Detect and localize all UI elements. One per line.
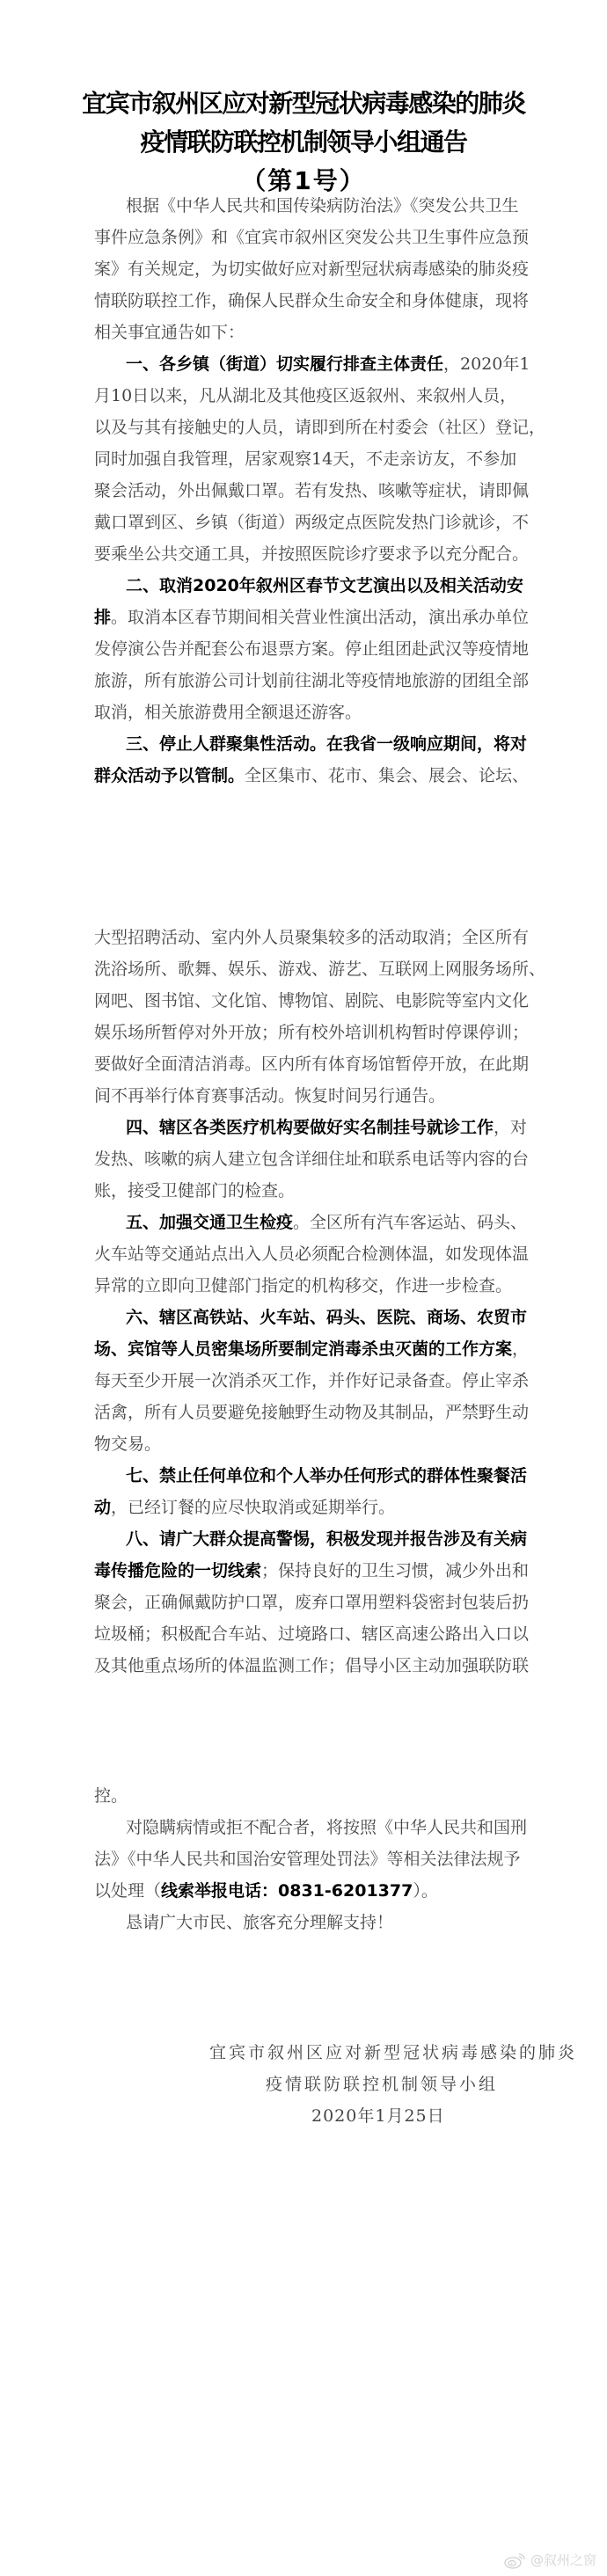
- text-line: [94, 222, 530, 253]
- text-line: [126, 1302, 528, 1333]
- text-line: [94, 538, 530, 570]
- bold-heading-text: 线索举报电话：0831-6201377: [161, 1881, 413, 1901]
- body-text: 异常的立即向卫健部门指定的机构移交，作进一步检查。: [94, 1276, 513, 1295]
- text-line: [94, 507, 530, 538]
- text-line: [94, 922, 530, 953]
- text-line: [126, 728, 528, 760]
- text-line: [94, 985, 530, 1017]
- body-text: 聚会，正确佩戴防护口罩，废弃口罩用塑料袋密封包装后扔: [94, 1593, 530, 1612]
- body-text: 要做好全面清洁消毒。区内所有体育场馆暂停开放，在此期: [94, 1054, 530, 1074]
- body-text: 要乘坐公共交通工具，并按照医院诊疗要求予以充分配合。: [94, 544, 530, 564]
- text-line: [94, 633, 530, 665]
- bold-heading-text: 一、各乡镇（街道）切实履行排查主体责任: [126, 354, 444, 374]
- body-text: 案》有关规定，为切实做好应对新型冠状病毒感染的肺炎疫: [94, 259, 530, 279]
- text-line: [94, 412, 546, 443]
- text-line: [126, 1112, 528, 1143]
- bold-heading-text: 排: [94, 608, 112, 627]
- weibo-icon: [504, 2551, 527, 2569]
- body-text: 全区集市、花市、集会、展会、论坛、: [245, 766, 530, 785]
- bold-heading-text: 六、辖区高铁站、火车站、码头、医院、商场、农贸市: [126, 1308, 528, 1327]
- notice-title-line-1: 宜宾市叙州区应对新型冠状病毒感染的肺炎: [82, 89, 525, 118]
- body-text: 控。: [94, 1786, 128, 1806]
- body-text: ，: [512, 1339, 530, 1359]
- text-line: [94, 253, 530, 285]
- text-line: [94, 1365, 530, 1397]
- text-line: [126, 1460, 528, 1492]
- text-line: [94, 1238, 530, 1270]
- body-text: 以处理（: [94, 1881, 162, 1901]
- signature-org-line-2: 疫情联防联控机制领导小组: [266, 2075, 499, 2094]
- body-text: ，已经订餐的应尽快取消或延期举行。: [111, 1498, 396, 1517]
- text-line: [94, 1397, 530, 1428]
- body-text: 每天至少开展一次消杀灭工作，并作好记录备查。停止宰杀: [94, 1371, 530, 1390]
- body-text: 事件应急条例》和《宜宾市叙州区突发公共卫生事件应急预: [94, 228, 530, 247]
- text-line: [94, 1428, 516, 1460]
- text-line: [94, 697, 516, 728]
- body-text: 相关事宜通告如下：: [94, 323, 245, 342]
- text-line: [94, 760, 530, 792]
- signature-date: 2020年1月25日: [311, 2106, 445, 2126]
- body-text: 发热、咳嗽的病人建立包含详细住址和联系电话等内容的台: [94, 1149, 530, 1169]
- body-text: 发停演公告并配套公布退票方案。停止组团赴武汉等疫情地: [94, 639, 530, 659]
- text-line: [94, 1875, 516, 1907]
- body-text: ，2020年1: [443, 354, 530, 374]
- watermark-text: @叙州之窗: [530, 2552, 596, 2568]
- text-line: [94, 317, 516, 348]
- notice-number: （第1号）: [241, 166, 366, 195]
- body-text: ，对: [494, 1118, 528, 1137]
- text-line: [94, 1143, 530, 1175]
- text-line: [94, 1270, 516, 1302]
- body-text: 娱乐场所暂停对外开放；所有校外培训机构暂时停课停训；: [94, 1023, 530, 1042]
- body-text: 根据《中华人民共和国传染病防治法》《突发公共卫生: [126, 196, 519, 215]
- text-line: [94, 602, 530, 633]
- text-line: [94, 1555, 530, 1587]
- text-line: [126, 570, 523, 602]
- body-text: 情联防联控工作，确保人民群众生命安全和身体健康，现将: [94, 291, 530, 310]
- bold-heading-text: 四、辖区各类医疗机构要做好实名制挂号就诊工作: [126, 1118, 494, 1137]
- body-text: 火车站等交通站点出入人员必须配合检测体温，如发现体温: [94, 1244, 530, 1264]
- body-text: 垃圾桶；积极配合车站、过境路口、辖区高速公路出入口以: [94, 1624, 530, 1644]
- body-text: 取消，相关旅游费用全额退还游客。: [94, 703, 362, 722]
- text-line: [126, 1907, 516, 1938]
- text-line: [126, 1812, 528, 1843]
- body-text: ）。: [413, 1881, 438, 1901]
- weibo-watermark: [504, 2550, 596, 2569]
- body-text: 恳请广大市民、旅客充分理解支持！: [126, 1913, 394, 1932]
- body-text: 及其他重点场所的体温监测工作；倡导小区主动加强联防联: [94, 1656, 530, 1675]
- body-text: 活禽，所有人员要避免接触野生动物及其制品，严禁野生动: [94, 1403, 530, 1422]
- body-text: 法》《中华人民共和国治安管理处罚法》等相关法律法规予: [94, 1850, 521, 1869]
- text-line: [94, 1333, 530, 1365]
- body-text: 网吧、图书馆、文化馆、博物馆、剧院、电影院等室内文化: [94, 991, 530, 1011]
- text-line: [94, 1587, 530, 1618]
- text-line: [94, 1175, 516, 1207]
- text-line: [126, 1207, 528, 1238]
- body-text: ；保持良好的卫生习惯，减少外出和: [261, 1561, 530, 1580]
- text-line: [94, 1017, 530, 1048]
- bold-heading-text: 动: [94, 1498, 112, 1517]
- bold-heading-text: 群众活动予以管制。: [94, 766, 245, 785]
- text-line: [94, 285, 530, 317]
- body-text: 物交易。: [94, 1434, 162, 1454]
- text-line: [94, 380, 516, 412]
- text-line: [94, 665, 530, 697]
- body-text: 以及与其有接触史的人员，请即到所在村委会（社区）登记，: [94, 418, 546, 437]
- text-line: [94, 1780, 516, 1812]
- body-text: 。全区所有汽车客运站、码头、: [293, 1213, 528, 1232]
- bold-heading-text: 场、宾馆等人员密集场所要制定消毒杀虫灭菌的工作方案: [94, 1339, 513, 1359]
- text-line: [94, 1650, 530, 1682]
- bold-heading-text: 五、加强交通卫生检疫: [126, 1213, 294, 1232]
- text-line: [94, 953, 546, 985]
- text-line: [126, 348, 530, 380]
- bold-heading-text: 七、禁止任何单位和个人举办任何形式的群体性聚餐活: [126, 1466, 528, 1485]
- text-line: [94, 475, 530, 507]
- body-text: 。取消本区春节期间相关营业性演出活动，演出承办单位: [111, 608, 530, 627]
- bold-heading-text: 毒传播危险的一切线索: [94, 1561, 262, 1580]
- text-line: [94, 1048, 530, 1080]
- text-line: [94, 443, 516, 475]
- body-text: 大型招聘活动、室内外人员聚集较多的活动取消；全区所有: [94, 928, 530, 947]
- body-text: 戴口罩到区、乡镇（街道）两级定点医院发热门诊就诊，不: [94, 513, 530, 532]
- notice-title-line-2: 疫情联防联控机制领导小组通告: [140, 128, 467, 157]
- bold-heading-text: 三、停止人群聚集性活动。在我省一级响应期间，将对: [126, 734, 528, 754]
- text-line: [94, 1080, 516, 1112]
- text-line: [94, 1618, 530, 1650]
- body-text: 账，接受卫健部门的检查。: [94, 1181, 296, 1200]
- body-text: 旅游，所有旅游公司计划前往湖北等疫情地旅游的团组全部: [94, 671, 530, 690]
- body-text: 月10日以来，凡从湖北及其他疫区返叙州、来叙州人员，: [94, 386, 517, 405]
- bold-heading-text: 二、取消2020年叙州区春节文艺演出以及相关活动安: [126, 576, 523, 595]
- body-text: 对隐瞒病情或拒不配合者，将按照《中华人民共和国刑: [126, 1818, 528, 1837]
- body-text: 洗浴场所、歌舞、娱乐、游戏、游艺、互联网上网服务场所、: [94, 960, 546, 979]
- body-text: 间不再举行体育赛事活动。恢复时间另行通告。: [94, 1086, 446, 1106]
- text-line: [94, 1492, 516, 1523]
- text-line: [126, 190, 519, 222]
- body-text: 聚会活动，外出佩戴口罩。若有发热、咳嗽等症状，请即佩: [94, 481, 530, 500]
- text-line: [126, 1523, 528, 1555]
- bold-heading-text: 八、请广大群众提高警惕，积极发现并报告涉及有关病: [126, 1529, 528, 1549]
- text-line: [94, 1843, 521, 1875]
- body-text: 同时加强自我管理，居家观察14天，不走亲访友，不参加: [94, 449, 517, 469]
- signature-org-line-1: 宜宾市叙州区应对新型冠状病毒感染的肺炎: [209, 2043, 578, 2062]
